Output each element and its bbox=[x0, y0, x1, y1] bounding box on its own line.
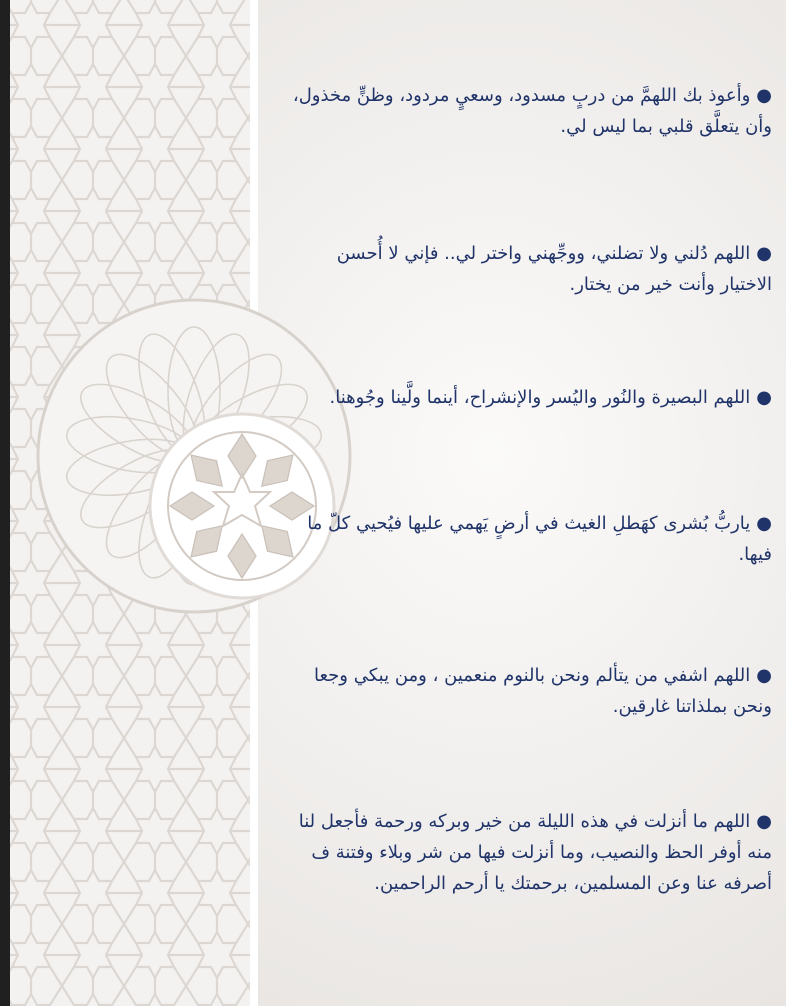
bullet-icon: ● bbox=[756, 387, 772, 408]
dua-paragraph bbox=[290, 382, 772, 413]
dua-paragraph bbox=[290, 660, 772, 722]
bullet-icon: ● bbox=[756, 85, 772, 106]
dua-paragraph bbox=[290, 238, 772, 300]
dua-list bbox=[290, 0, 772, 1006]
dua-paragraph bbox=[290, 508, 772, 570]
dua-text: وأعوذ بك اللهمَّ من دربٍ مسدود، وسعيٍ مردود، وظنٍّ مخذول، وأن يتعلَّق قلبي بما ليس لي. bbox=[292, 85, 772, 137]
dua-paragraph bbox=[290, 806, 772, 899]
bullet-icon: ● bbox=[756, 665, 772, 686]
dua-text: اللهم اشفي من يتألم ونحن بالنوم منعمين ، ومن يبكي وجعا ونحن بملذاتنا غارقين. bbox=[314, 665, 772, 717]
right-edge bbox=[786, 0, 792, 1006]
bullet-icon: ● bbox=[756, 243, 772, 264]
bullet-icon: ● bbox=[756, 811, 772, 832]
dua-text: اللهم البصيرة والنُور واليُسر والإنشراح، أينما ولَّينا وجُوهنا. bbox=[329, 387, 751, 408]
dua-text: ياربُّ بُشرى كهَطلِ الغيث في أرضٍ يَهمي عليها فيُحيي كلّ ما فيها. bbox=[307, 513, 772, 565]
dua-paragraph bbox=[290, 80, 772, 142]
left-edge bbox=[0, 0, 10, 1006]
bullet-icon: ● bbox=[756, 513, 772, 534]
dua-text: اللهم ما أنزلت في هذه الليلة من خير وبركه ورحمة فأجعل لنا منه أوفر الحظ والنصيب، وما أنزلت فيها من شر وبلاء وفتنة ف أصرفه عنا وعن المسلمين، برحمتك يا أرحم الراحمين. bbox=[298, 811, 772, 894]
dua-text: اللهم دُلني ولا تضلني، ووجِّهني واختر لي.. فإني لا أُحسن الاختيار وأنت خير من يختار. bbox=[336, 243, 772, 295]
